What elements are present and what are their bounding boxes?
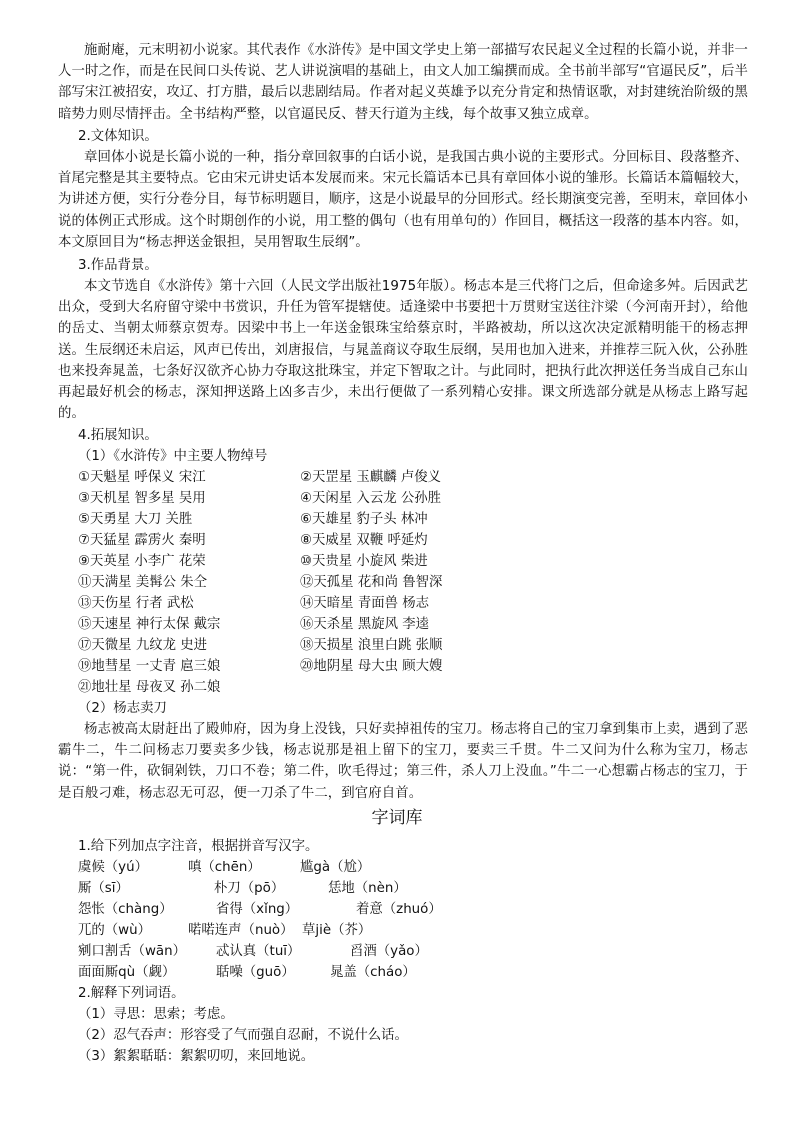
heading-genre: 2.文体知识。 xyxy=(78,129,158,144)
genre-paragraph: 章回体小说是长篇小说的一种，指分章回叙事的白话小说，是我国古典小说的主要形式。分回标目、段落整齐、首尾完整是其主要特点。它由宋元讲史话本发展而来。宋元长篇话本已具有章回体小说的雏形。长篇话本篇幅较大，为讲述方便，实行分卷分目，每节标明题目，顺序，这是小说最早的分回形式。经长期演变完善，至明末，章回体小说的体例正式形成。这个时期创作的小说，用工整的偶句（也有用单句的）作回目，概括这一段落的基本内容。如，本文原回目为“杨志押送金银担，吴用智取生辰纲”。 xyxy=(58,150,748,250)
vocab-item: 晁盖（cháo） xyxy=(330,965,416,980)
nickname-row xyxy=(78,656,538,677)
nickname-item: ⑰天微星 九纹龙 史进 xyxy=(78,638,208,653)
vocab-item: 厮（sī） xyxy=(78,881,129,896)
nickname-row xyxy=(78,614,538,635)
vocab-item: 喏喏连声（nuò） xyxy=(188,923,294,938)
vocab-item: 尴gà（尬） xyxy=(300,860,371,875)
vocab-item: 着意（zhuó） xyxy=(356,902,442,917)
nickname-item: ⑨天英星 小李广 花荣 xyxy=(78,554,206,569)
definition-item: （2）忍气吞声：形容受了气而强自忍耐，不说什么话。 xyxy=(78,1028,408,1043)
nickname-item: ⑮天速星 神行太保 戴宗 xyxy=(78,617,221,632)
nickname-row xyxy=(78,593,538,614)
nickname-item: ⑭天暗星 青面兽 杨志 xyxy=(300,596,430,611)
vocab-item: 舀酒（yǎo） xyxy=(350,944,428,959)
nickname-row xyxy=(78,635,538,656)
author-intro-paragraph: 施耐庵，元末明初小说家。其代表作《水浒传》是中国文学史上第一部描写农民起义全过程的长篇小说，并非一人一时之作，而是在民间口头传说、艺人讲说演唱的基础上，由文人加工编撰而成。全书前半部写“官逼民反”，后半部写宋江被招安，攻辽、打方腊，最后以悲剧结局。作者对起义英雄予以充分肯定和热情讴歌，对封建统治阶级的黑暗势力则尽情抨击。全书结构严整，以官逼民反、替天行道为主线，每个故事又独立成章。 xyxy=(58,43,748,122)
vocab-item: 兀的（wù） xyxy=(78,923,152,938)
vocab-item: 草jiè（芥） xyxy=(302,923,372,938)
nickname-item: ⑥天雄星 豹子头 林冲 xyxy=(300,512,428,527)
nickname-item: ⑳地阴星 母大虫 顾大嫂 xyxy=(300,659,443,674)
nickname-row xyxy=(78,488,538,509)
exercise-pinyin-heading: 1.给下列加点字注音，根据拼音写汉字。 xyxy=(78,839,319,854)
vocab-item: 朴刀（pō） xyxy=(214,881,285,896)
vocab-item: 虞候（yú） xyxy=(78,860,148,875)
background-paragraph: 本文节选自《水浒传》第十六回（人民文学出版社1975年版）。杨志本是三代将门之后，但命途多舛。后因武艺出众，受到大名府留守梁中书赏识，升任为管军提辖使。适逢梁中书要把十万贯财宝送往汴梁（今河南开封），给他的岳丈、当朝太师蔡京贺寿。因梁中书上一年送金银珠宝给蔡京时，半路被劫，所以这次决定派精明能干的杨志押送。生辰纲还未启运，风声已传出，刘唐报信，与晁盖商议夺取生辰纲，吴用也加入进来，并推荐三阮入伙，公孙胜也来投奔晁盖，七条好汉欲齐心协力夺取这批珠宝，并定下智取之计。与此同时，把执行此次押送任务当成自己东山再起最好机会的杨志，深知押送路上凶多吉少，未出行便做了一系列精心安排。课文所选部分就是从杨志上路写起的。 xyxy=(58,279,748,422)
definition-item: （1）寻思：思索；考虑。 xyxy=(78,1007,234,1022)
nickname-item: ⑦天猛星 霹雳火 秦明 xyxy=(78,533,206,548)
vocab-item: 省得（xǐng） xyxy=(216,902,299,917)
vocab-item: 忒认真（tuī） xyxy=(216,944,301,959)
nickname-item: ⑫天孤星 花和尚 鲁智深 xyxy=(300,575,443,590)
vocab-item: 面面厮qù（觑） xyxy=(78,965,176,980)
nickname-item: ⑯天杀星 黑旋风 李逵 xyxy=(300,617,430,632)
vocab-item: 嗔（chēn） xyxy=(188,860,261,875)
vocab-item: 怨怅（chàng） xyxy=(78,902,173,917)
nickname-item: ⑩天贵星 小旋风 柴进 xyxy=(300,554,428,569)
nickname-item: ①天魁星 呼保义 宋江 xyxy=(78,470,206,485)
sub-heading-sell-sword: （2）杨志卖刀 xyxy=(78,701,167,716)
definition-item: （3）絮絮聒聒：絮絮叨叨，来回地说。 xyxy=(78,1049,315,1064)
heading-extension: 4.拓展知识。 xyxy=(78,428,158,443)
nickname-item: ⑤天勇星 大刀 关胜 xyxy=(78,512,193,527)
vocab-item: 剜口割舌（wān） xyxy=(78,944,186,959)
section-title-vocabulary: 字词库 xyxy=(371,808,423,828)
nickname-row xyxy=(78,509,538,530)
nickname-item: ②天罡星 玉麒麟 卢俊义 xyxy=(300,470,442,485)
sell-sword-paragraph: 杨志被高太尉赶出了殿帅府，因为身上没钱，只好卖掉祖传的宝刀。杨志将自己的宝刀拿到集市上卖，遇到了恶霸牛二，牛二问杨志刀要卖多少钱，杨志说那是祖上留下的宝刀，要卖三千贯。牛二又问为什么称为宝刀，杨志说：“第一件，砍铜剁铁，刀口不卷；第二件，吹毛得过；第三件，杀人刀上没血。”牛二一心想霸占杨志的宝刀，于是百般刁难，杨志忍无可忍，便一刀杀了牛二，到官府自首。 xyxy=(58,722,748,801)
nickname-item: ⑪天满星 美髯公 朱仝 xyxy=(78,575,208,590)
nickname-item: ⑲地彗星 一丈青 扈三娘 xyxy=(78,659,221,674)
exercise-definition-heading: 2.解释下列词语。 xyxy=(78,986,185,1001)
vocab-item: 聒噪（guō） xyxy=(216,965,295,980)
heading-background: 3.作品背景。 xyxy=(78,258,158,273)
nickname-item: ⑱天损星 浪里白跳 张顺 xyxy=(300,638,443,653)
nickname-grid xyxy=(78,467,538,698)
nickname-row xyxy=(78,530,538,551)
nickname-row xyxy=(78,677,538,698)
nickname-item: ③天机星 智多星 吴用 xyxy=(78,491,206,506)
nickname-row xyxy=(78,551,538,572)
nickname-item: ㉑地壮星 母夜叉 孙二娘 xyxy=(78,680,221,695)
sub-heading-nicknames: （1）《水浒传》中主要人物绰号 xyxy=(78,449,268,464)
nickname-row xyxy=(78,467,538,488)
vocab-item: 恁地（nèn） xyxy=(328,881,407,896)
nickname-item: ⑧天威星 双鞭 呼延灼 xyxy=(300,533,428,548)
nickname-item: ④天闲星 入云龙 公孙胜 xyxy=(300,491,442,506)
nickname-item: ⑬天伤星 行者 武松 xyxy=(78,596,194,611)
nickname-row xyxy=(78,572,538,593)
